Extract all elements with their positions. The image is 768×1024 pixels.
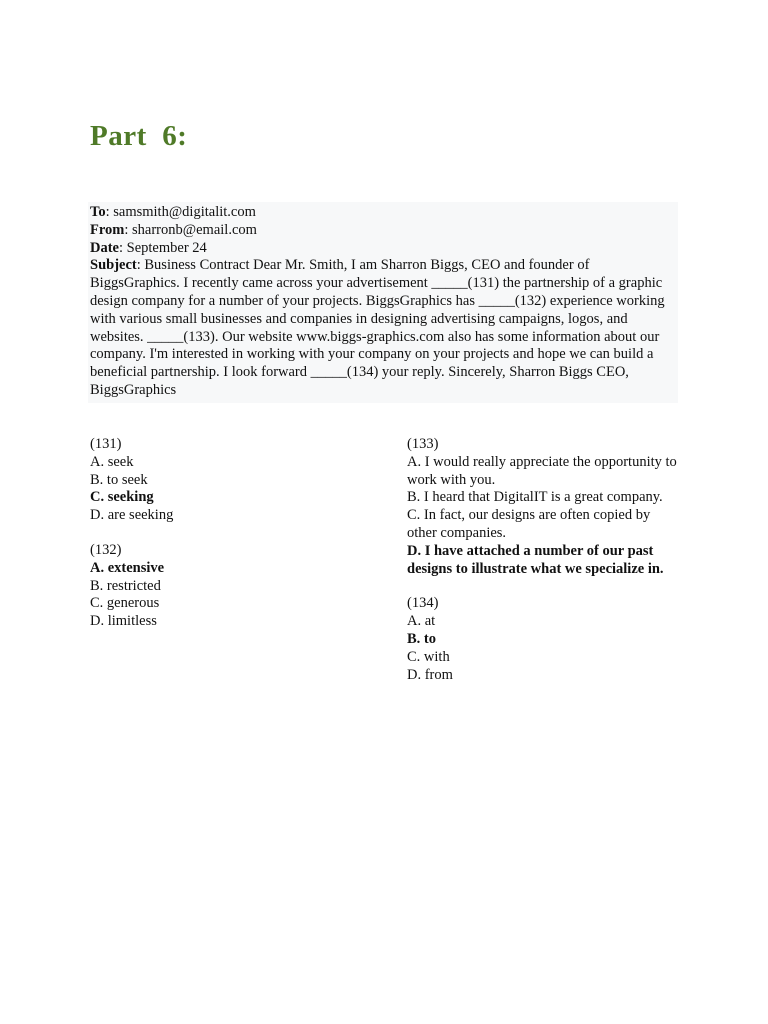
email-date-value: : September 24 <box>119 239 207 256</box>
question-132 <box>90 542 380 631</box>
question-number: (133) <box>407 436 439 452</box>
option-d: D. from <box>407 666 453 683</box>
option-c: C. In fact, our designs are often copied by other companies. <box>407 507 651 541</box>
option-b: B. I heard that DigitalIT is a great company. <box>407 489 663 506</box>
email-subject-label: Subject <box>90 257 137 274</box>
questions-right-column <box>407 436 682 701</box>
option-a: A. extensive <box>90 559 165 576</box>
email-to-line <box>90 204 676 222</box>
option-c: C. seeking <box>90 489 154 506</box>
question-134 <box>407 595 682 684</box>
option-b: B. restricted <box>90 577 161 594</box>
email-date-line <box>90 240 676 258</box>
option-d: D. are seeking <box>90 507 174 524</box>
question-131 <box>90 436 380 525</box>
email-from-line <box>90 222 676 240</box>
question-number: (131) <box>90 436 122 452</box>
questions-left-column <box>90 436 380 648</box>
email-block <box>88 202 678 403</box>
option-c: C. generous <box>90 595 160 612</box>
option-b: B. to seek <box>90 471 148 488</box>
option-d: D. limitless <box>90 613 157 630</box>
option-b: B. to <box>407 630 436 647</box>
option-a: A. at <box>407 613 436 630</box>
email-date-label: Date <box>90 239 119 256</box>
option-a: A. seek <box>90 453 134 470</box>
email-subject-line <box>90 257 676 399</box>
question-number: (134) <box>407 595 439 612</box>
option-c: C. with <box>407 648 450 665</box>
email-to-label: To <box>90 204 106 220</box>
question-number: (132) <box>90 541 122 558</box>
page-title: Part 6: <box>90 120 188 152</box>
email-from-value: : sharronb@email.com <box>124 221 257 238</box>
option-d: D. I have attached a number of our past designs to illustrate what we specialize in. <box>407 542 664 577</box>
option-a: A. I would really appreciate the opportunity to work with you. <box>407 453 677 488</box>
email-from-label: From <box>90 221 125 238</box>
email-to-value: : samsmith@digitalit.com <box>105 204 256 220</box>
question-133 <box>407 436 682 578</box>
email-body-text: : Business Contract Dear Mr. Smith, I am Sharron Biggs, CEO and founder of BiggsGraphics. I recently came across your advertisement _____(131) the partnership of a graphic design company for a number of your projects. BiggsGraphics has _____(132) experience working with various small businesses and companies in designing advertising campaigns, logos, and websites. _____(133). Our website www.biggs-graphics.com also has some information about our company. I'm interested in working with your company on your projects and hope we can build a beneficial partnership. I look forward _____(134) your reply. Sincerely, Sharron Biggs CEO, BiggsGraphics <box>90 257 665 398</box>
